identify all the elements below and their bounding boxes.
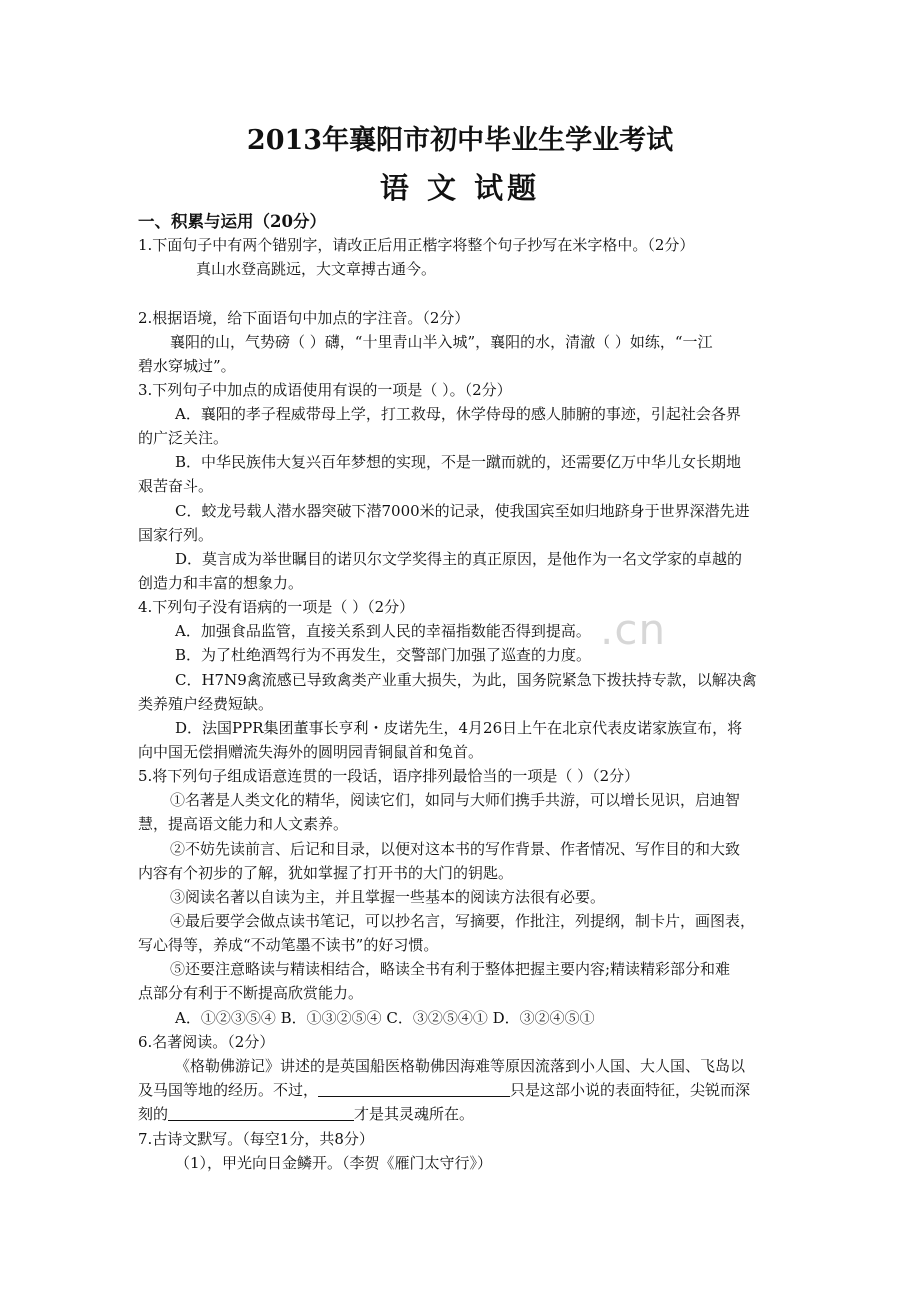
- q5-sentence-1-cont: 慧，提高语文能力和人文素养。: [138, 815, 349, 833]
- q6-text-part: 才是其灵魂所在。: [354, 1105, 475, 1123]
- q5-options: A．①②③⑤④ B．①③②⑤④ C．③②⑤④① D．③②④⑤①: [175, 1009, 595, 1027]
- q2-text-line: 碧水穿城过”。: [138, 357, 236, 375]
- q5-sentence-1: ①名著是人类文化的精华，阅读它们，如同与大师们携手共游，可以增长见识，启迪智: [170, 791, 741, 809]
- q6-text-line-2: [138, 1078, 750, 1102]
- q4-prompt: 4.下列句子没有语病的一项是（ ）（2分）: [138, 598, 415, 616]
- q5-sentence-3: ③阅读名著以自读为主，并且掌握一些基本的阅读方法很有必要。: [170, 888, 606, 906]
- exam-title: 2013年襄阳市初中毕业生学业考试: [246, 125, 674, 156]
- q4-option-c-cont: 类养殖户经费短缺。: [138, 695, 274, 713]
- q3-option-b-cont: 艰苦奋斗。: [138, 477, 214, 495]
- q6-text-part: 及马国等地的经历。不过，: [138, 1081, 319, 1099]
- q4-option-a: A．加强食品监管，直接关系到人民的幸福指数能否得到提高。: [175, 622, 591, 640]
- q4-option-b: B．为了杜绝酒驾行为不再发生，交警部门加强了巡查的力度。: [175, 646, 592, 664]
- q7-prompt: 7.古诗文默写。（每空1分，共8分）: [138, 1130, 374, 1148]
- q6-text-line-3: [138, 1102, 474, 1126]
- q4-option-c: C．H7N9禽流感已导致禽类产业重大损失，为此，国务院紧急下拨扶持专款，以解决禽: [175, 671, 757, 689]
- q6-text-part: 只是这部小说的表面特征，尖锐而深: [510, 1081, 751, 1099]
- q5-sentence-5-cont: 点部分有利于不断提高欣赏能力。: [138, 984, 364, 1002]
- q1-sentence: 真山水登高跳远，大文章搏古通今。: [196, 260, 437, 278]
- q3-option-a: A．襄阳的孝子程威带母上学，打工救母，休学侍母的感人肺腑的事迹，引起社会各界: [175, 405, 741, 423]
- q5-sentence-2-cont: 内容有个初步的了解，犹如掌握了打开书的大门的钥匙。: [138, 864, 514, 882]
- q3-option-c: C．蛟龙号载人潜水器突破下潜7000米的记录，使我国宾至如归地跻身于世界深潜先进: [175, 502, 750, 520]
- q4-option-d: D．法国PPR集团董事长亨利・皮诺先生，4月26日上午在北京代表皮诺家族宣布，将: [175, 719, 743, 737]
- q5-prompt: 5.将下列句子组成语意连贯的一段话，语序排列最恰当的一项是（ ）（2分）: [138, 767, 640, 785]
- q7-item-1: （1），甲光向日金鳞开。（李贺《雁门太守行》）: [175, 1154, 493, 1172]
- q5-sentence-5: ⑤还要注意略读与精读相结合，略读全书有利于整体把握主要内容;精读精彩部分和难: [170, 960, 731, 978]
- q5-sentence-4: ④最后要学会做点读书笔记，可以抄名言，写摘要，作批注，列提纲，制卡片，画图表，: [170, 912, 756, 930]
- q5-sentence-2: ②不妨先读前言、后记和目录，以便对这本书的写作背景、作者情况、写作目的和大致: [170, 840, 741, 858]
- q6-text-line: 《格勒佛游记》讲述的是英国船医格勒佛因海难等原因流落到小人国、大人国、飞岛以: [175, 1057, 746, 1075]
- q6-text-part: 刻的: [138, 1105, 169, 1123]
- q3-option-b: B．中华民族伟大复兴百年梦想的实现，不是一蹴而就的，还需要亿万中华儿女长期地: [175, 453, 742, 471]
- answer-blank: [168, 1102, 354, 1121]
- q1-prompt: 1.下面句子中有两个错别字，请改正后用正楷字将整个句子抄写在米字格中。（2分）: [138, 236, 695, 254]
- q2-text-line: 襄阳的山，气势磅（ ）礴，“十里青山半入城”，襄阳的水，清澈（ ）如练，“一江: [170, 333, 713, 351]
- q3-option-d: D．莫言成为举世瞩目的诺贝尔文学奖得主的真正原因，是他作为一名文学家的卓越的: [175, 550, 743, 568]
- watermark: .cn: [600, 605, 667, 654]
- q3-option-d-cont: 创造力和丰富的想象力。: [138, 574, 304, 592]
- q2-prompt: 2.根据语境，给下面语句中加点的字注音。（2分）: [138, 309, 470, 327]
- subject-title: 语 文 试题: [379, 171, 541, 205]
- q6-prompt: 6.名著阅读。（2分）: [138, 1033, 275, 1051]
- q3-option-a-cont: 的广泛关注。: [138, 429, 229, 447]
- q5-sentence-4-cont: 写心得等，养成“不动笔墨不读书”的好习惯。: [138, 936, 439, 954]
- answer-blank: [318, 1078, 510, 1097]
- q3-prompt: 3.下列句子中加点的成语使用有误的一项是（ ）。（2分）: [138, 381, 512, 399]
- q3-option-c-cont: 国家行列。: [138, 526, 214, 544]
- q4-option-d-cont: 向中国无偿捐赠流失海外的圆明园青铜鼠首和兔首。: [138, 743, 484, 761]
- section-heading: 一、积累与运用（20分）: [138, 212, 326, 231]
